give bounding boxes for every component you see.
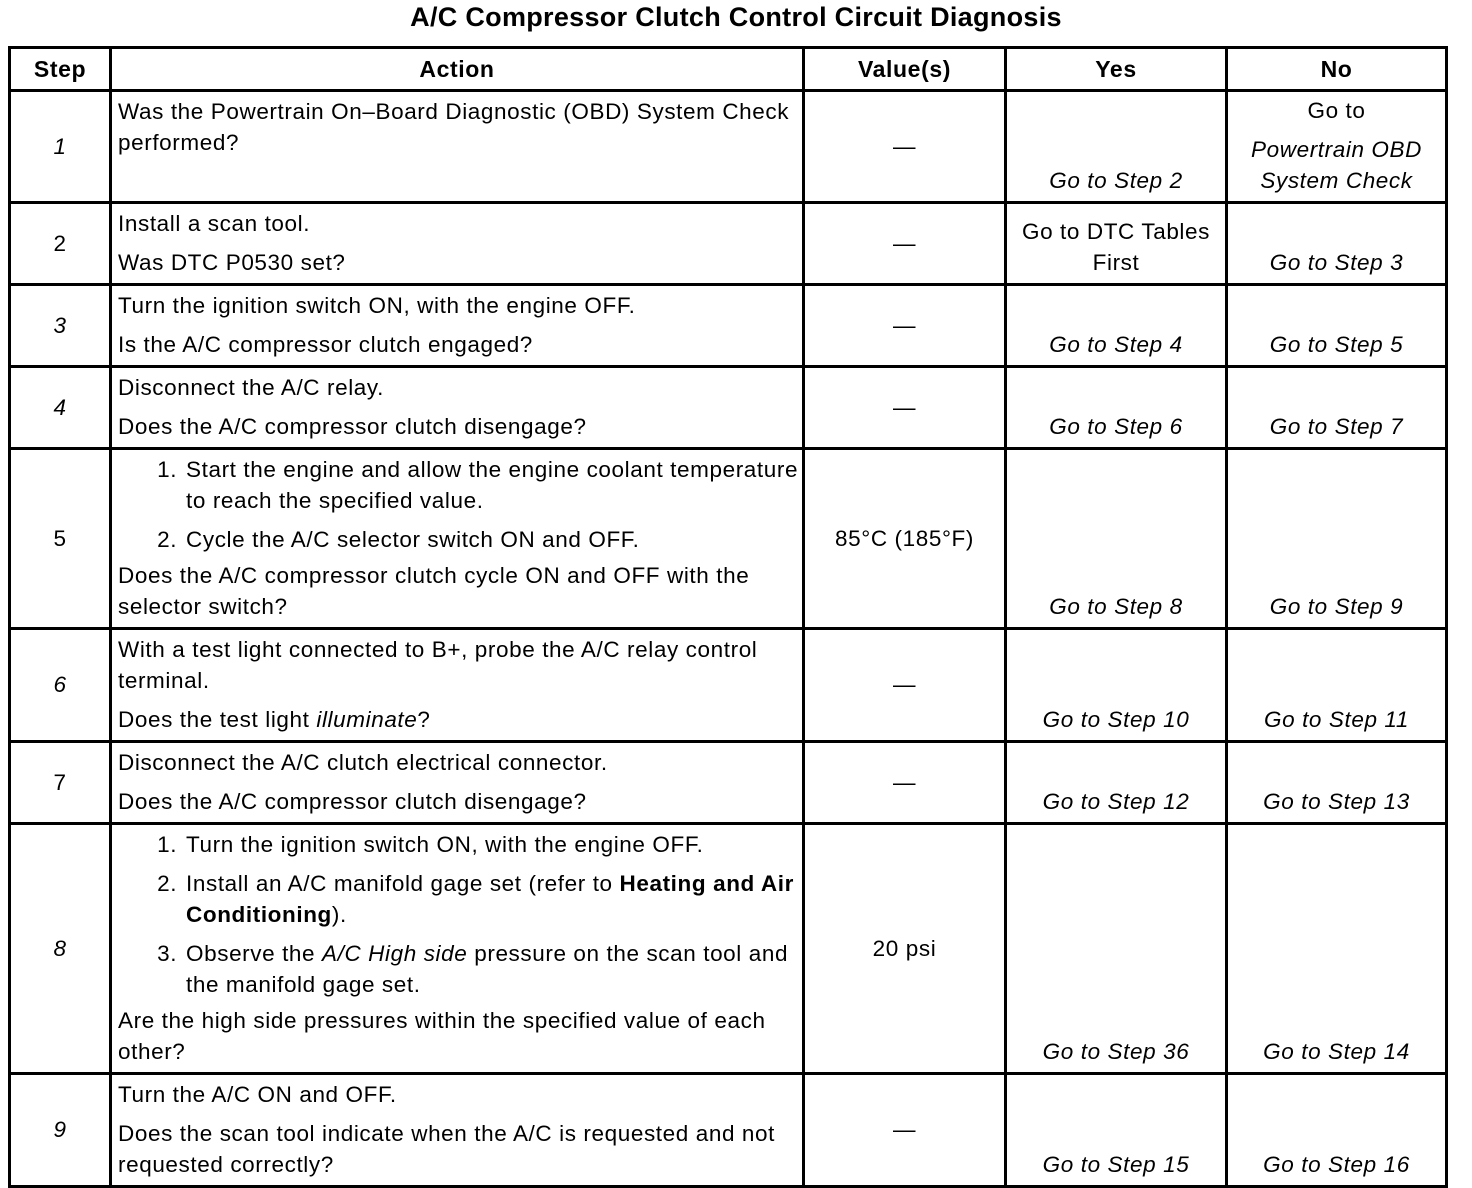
step-number: 8 (10, 824, 111, 1074)
action-cell (111, 91, 804, 203)
table-row (10, 367, 1447, 449)
no-cell (1227, 91, 1447, 203)
question-text: Is the A/C compressor clutch engaged? (118, 332, 533, 357)
list-item (184, 938, 800, 1000)
reference-link-text: Heating and Air Conditioning (186, 871, 794, 927)
value-cell: — (804, 742, 1006, 824)
yes-cell: Go to Step 8 (1006, 449, 1227, 629)
action-cell (111, 203, 804, 285)
yes-cell: Go to Step 2 (1006, 91, 1227, 203)
question-text (118, 704, 800, 735)
action-text: Install a scan tool. (118, 211, 311, 236)
page-title: A/C Compressor Clutch Control Circuit Diagnosis (410, 2, 1062, 32)
no-cell: Go to Step 16 (1227, 1074, 1447, 1187)
table-row (10, 1074, 1447, 1187)
list-part: Observe the (186, 941, 323, 966)
action-text: Disconnect the A/C clutch electrical connector. (118, 750, 608, 775)
value-cell: — (804, 203, 1006, 285)
list-item: 1. Turn the ignition switch ON, with the engine OFF. (184, 829, 800, 860)
parameter-name: A/C High side (322, 941, 468, 966)
header-action: Action (111, 48, 804, 91)
value-cell: 20 psi (804, 824, 1006, 1074)
question-text: Does the A/C compressor clutch cycle ON and OFF with the selector switch? (118, 563, 750, 619)
action-cell (111, 367, 804, 449)
action-cell (111, 824, 804, 1074)
yes-cell: Go to Step 36 (1006, 824, 1227, 1074)
step-number: 4 (10, 367, 111, 449)
header-row (10, 48, 1447, 91)
value-cell: — (804, 285, 1006, 367)
table-row (10, 629, 1447, 742)
question-emphasis: illuminate (316, 707, 418, 732)
value-cell: — (804, 91, 1006, 203)
list-item (184, 868, 800, 930)
action-text: Was the Powertrain On–Board Diagnostic (OBD) System Check performed? (118, 99, 790, 155)
list-item: 2. Cycle the A/C selector switch ON and OFF. (184, 524, 800, 555)
procedure-list (118, 829, 800, 1000)
step-number: 7 (10, 742, 111, 824)
question-text: Does the A/C compressor clutch disengage? (118, 789, 587, 814)
table-row (10, 449, 1447, 629)
step-number: 1 (10, 91, 111, 203)
step-number: 6 (10, 629, 111, 742)
action-cell (111, 449, 804, 629)
action-cell (111, 285, 804, 367)
header-values: Value(s) (804, 48, 1006, 91)
table-row (10, 285, 1447, 367)
step-number: 5 (10, 449, 111, 629)
action-cell (111, 629, 804, 742)
no-cell: Go to Step 7 (1227, 367, 1447, 449)
step-number: 3 (10, 285, 111, 367)
list-part: Install an A/C manifold gage set (refer to (186, 871, 620, 896)
value-cell: — (804, 367, 1006, 449)
yes-cell: Go to Step 12 (1006, 742, 1227, 824)
step-number: 2 (10, 203, 111, 285)
question-part: ? (417, 707, 431, 732)
header-no: No (1227, 48, 1447, 91)
list-part: ). (331, 902, 347, 927)
action-cell (111, 742, 804, 824)
header-step: Step (10, 48, 111, 91)
question-text: Does the A/C compressor clutch disengage? (118, 414, 587, 439)
no-cell: Go to Step 3 (1227, 203, 1447, 285)
action-text: With a test light connected to B+, probe the A/C relay control terminal. (118, 637, 758, 693)
table-row (10, 203, 1447, 285)
question-text: Was DTC P0530 set? (118, 250, 346, 275)
header-yes: Yes (1006, 48, 1227, 91)
no-cell: Go to Step 11 (1227, 629, 1447, 742)
no-prefix: Go to (1307, 98, 1366, 123)
table-row (10, 742, 1447, 824)
procedure-list (118, 454, 800, 555)
table-row (10, 91, 1447, 203)
no-target: Powertrain OBD System Check (1251, 137, 1422, 193)
action-text: Turn the ignition switch ON, with the engine OFF. (118, 293, 636, 318)
yes-cell: Go to DTC Tables First (1006, 203, 1227, 285)
yes-cell: Go to Step 15 (1006, 1074, 1227, 1187)
question-text: Does the scan tool indicate when the A/C is requested and not requested correctly? (118, 1121, 775, 1177)
no-cell: Go to Step 14 (1227, 824, 1447, 1074)
question-text: Are the high side pressures within the specified value of each other? (118, 1008, 766, 1064)
yes-cell: Go to Step 10 (1006, 629, 1227, 742)
no-cell: Go to Step 5 (1227, 285, 1447, 367)
diagnosis-table (8, 46, 1448, 1188)
yes-cell: Go to Step 4 (1006, 285, 1227, 367)
action-text: Turn the A/C ON and OFF. (118, 1082, 397, 1107)
list-item: 1. Start the engine and allow the engine coolant temperature to reach the specified value. (184, 454, 800, 516)
no-cell: Go to Step 9 (1227, 449, 1447, 629)
question-part: Does the test light (118, 707, 317, 732)
action-text: Disconnect the A/C relay. (118, 375, 384, 400)
step-number: 9 (10, 1074, 111, 1187)
value-cell: — (804, 1074, 1006, 1187)
value-cell: 85°C (185°F) (804, 449, 1006, 629)
action-cell (111, 1074, 804, 1187)
value-cell: — (804, 629, 1006, 742)
no-cell: Go to Step 13 (1227, 742, 1447, 824)
list-part: pressure on the scan tool and the manifold gage set. (186, 941, 789, 997)
table-row (10, 824, 1447, 1074)
yes-cell: Go to Step 6 (1006, 367, 1227, 449)
